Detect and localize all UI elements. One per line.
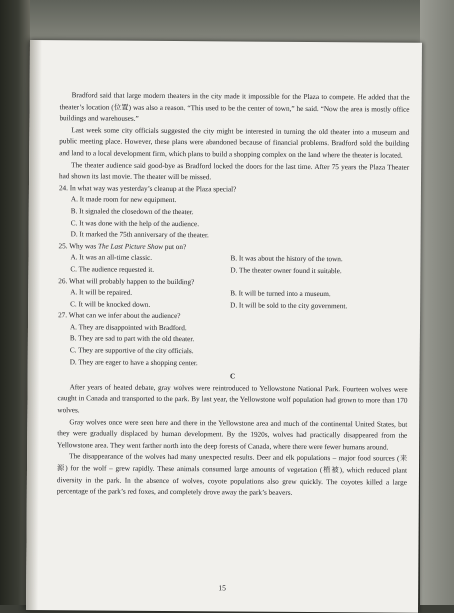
option-d: D. It will be sold to the city government. bbox=[230, 301, 348, 310]
passage-paragraph: The theater audience said good-bye as Bradford locked the doors for the last time. After 75 years the Plaza Theater had shown its last movie. The theater will be missed. bbox=[59, 160, 410, 182]
movie-title: The Last Picture Show bbox=[97, 242, 164, 251]
question-27 bbox=[58, 310, 408, 370]
question-stem: 27. What can we infer about the audience? bbox=[58, 311, 181, 321]
background-edge bbox=[420, 0, 454, 605]
passage-paragraph: Bradford said that large modern theaters in the city made it impossible for the Plaza to compete. He added that the theater’s location (位置) was also a reason. “This used to be the center of town,” he said. “Now the area is mostly office buildings and warehouses.” bbox=[59, 91, 410, 123]
option-b: B. It will be turned into a museum. bbox=[230, 289, 331, 299]
question-stem: 24. In what way was yesterday’s cleanup at the Plaza special? bbox=[58, 183, 237, 194]
question-24 bbox=[59, 183, 409, 243]
option-c: C. It will be knocked down. bbox=[70, 299, 151, 309]
section-heading: C bbox=[230, 372, 236, 381]
option-d: D. It marked the 75th anniversary of the theater. bbox=[70, 230, 209, 240]
option-a: A. It will be repaired. bbox=[70, 288, 133, 297]
option-b: B. It signaled the closedown of the theater. bbox=[70, 207, 194, 217]
page-content bbox=[57, 90, 410, 500]
option-d: D. They are eager to have a shopping center. bbox=[69, 357, 198, 367]
option-b: B. It was about the history of the town. bbox=[230, 254, 343, 264]
option-c: C. The audience requested it. bbox=[70, 265, 155, 274]
stem-suffix: put on? bbox=[162, 242, 187, 251]
option-a: A. It made room for new equipment. bbox=[70, 195, 177, 205]
option-d: D. The theater owner found it suitable. bbox=[230, 266, 342, 276]
option-c: C. They are supportive of the city officials. bbox=[69, 346, 194, 356]
option-a: A. They are disappointed with Bradford. bbox=[69, 323, 187, 332]
question-26 bbox=[58, 276, 408, 313]
document-page bbox=[26, 40, 422, 613]
question-stem: 26. What will probably happen to the building? bbox=[58, 276, 195, 286]
passage-paragraph: Gray wolves once were seen here and there in the Yellowstone area and much of the continental United States, but they were gradually displaced by human development. By the 1920s, wolves had practically disappeared from the Yellowstone area. They went farther north into the deep forests of Canada, where there were fewer humans around. bbox=[57, 417, 408, 452]
passage-paragraph: The disappearance of the wolves had many unexpected results. Deer and elk populations – major food sources (来源) for the wolf – grew rapidly. These animals consumed large amounts of vegetation (植被), which reduced plant diversity in the park. In the absence of wolves, coyote populations also grew quickly. The coyotes killed a large percentage of the park’s red foxes, and completely drove away the park’s beavers. bbox=[56, 452, 408, 498]
stem-prefix: 25. Why was bbox=[58, 241, 98, 251]
passage-paragraph: Last week some city officials suggested the city might be interested in turning the old theater into a museum and public meeting place. However, these plans were abandoned because of financial problems. Bradford sold the building and land to a local development firm, which plans to build a shopping complex on the land where the theater is located. bbox=[59, 126, 410, 160]
page-number: 15 bbox=[218, 583, 227, 593]
question-25 bbox=[58, 241, 408, 278]
passage-paragraph: After years of heated debate, gray wolves were reintroduced to Yellowstone National Park. Fourteen wolves were caught in Canada and transported to the park. By last year, the Yellowstone wolf population had grown to more than 170 wolves. bbox=[57, 383, 408, 415]
book-binding bbox=[0, 0, 30, 605]
option-b: B. They are sad to part with the old theater. bbox=[69, 334, 195, 344]
option-c: C. It was done with the help of the audience. bbox=[70, 218, 200, 228]
option-a: A. It was an all-time classic. bbox=[70, 253, 153, 263]
